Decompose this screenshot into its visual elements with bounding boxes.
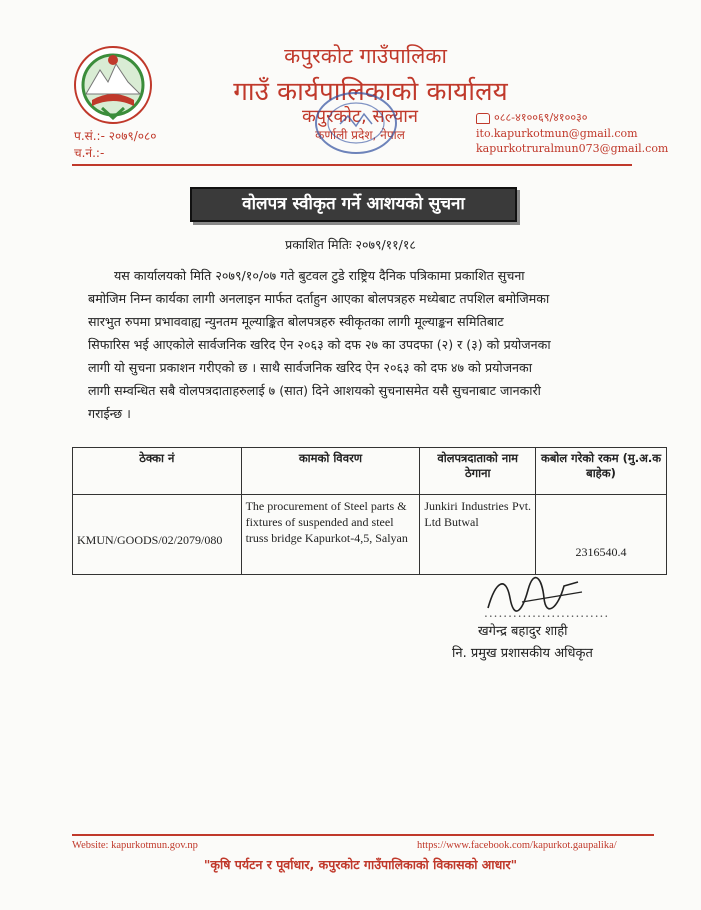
email-secondary[interactable]: kapurkotruralmun073@gmail.com [476, 142, 669, 155]
header-amount: कबोल गरेको रकम (मु.अ.क बाहेक) [536, 448, 667, 495]
header-contract-no: ठेक्का नं [73, 448, 242, 495]
bid-table [72, 447, 667, 575]
office-name: गाउँ कार्यपालिकाको कार्यालय [233, 77, 508, 107]
reference-number: प.सं.:- २०७९/०८० [74, 129, 157, 143]
notice-body [88, 264, 644, 425]
facebook-link[interactable]: https://www.facebook.com/kapurkot.gaupalika/ [417, 840, 617, 851]
footer-slogan: "कृषि पर्यटन र पूर्वाधार, कपुरकोट गाउँपालिकाको विकासको आधार" [203, 857, 518, 872]
office-seal-icon [296, 88, 416, 158]
body-line: गराईन्छ । [88, 406, 131, 421]
body-line: सिफारिस भई आएकोले सार्वजनिक खरिद ऐन २०६३ को दफ २७ का उपदफा (२) र (३) को प्रयोजनका [88, 337, 551, 352]
phone-line [476, 110, 587, 125]
province-line: कर्णाली प्रदेश, नेपाल [315, 128, 405, 142]
bidder-name: Junkiri Industries Pvt. Ltd Butwal [420, 495, 536, 575]
body-line: यस कार्यालयको मिति २०७९/१०/०७ गते बुटवल टुडे राष्ट्रिय दैनिक पत्रिकामा प्रकाशित सुचना [114, 268, 525, 283]
office-location: कपुरकोट, सल्यान [302, 106, 418, 127]
header-divider [72, 164, 632, 166]
email-primary[interactable]: ito.kapurkotmun@gmail.com [476, 127, 638, 140]
dispatch-number: च.नं.:- [74, 146, 105, 160]
table-header-row [73, 448, 667, 495]
body-line: बमोजिम निम्न कार्यका लागी अनलाइन मार्फत दर्ताहुन आएका बोलपत्रहरु मध्येबाट तपशिल बमोजिमका [88, 291, 550, 306]
footer-divider [72, 834, 654, 836]
signature-line: .......................... [484, 606, 610, 620]
contract-number: KMUN/GOODS/02/2079/080 [73, 495, 242, 575]
bid-amount: 2316540.4 [536, 495, 667, 575]
table-row [73, 495, 667, 575]
work-description: The procurement of Steel parts & fixtures of suspended and steel truss bridge Kapurkot-4,5, Salyan [241, 495, 420, 575]
signatory-name: खगेन्द्र बहादुर शाही [478, 624, 568, 639]
body-line: लागी यो सुचना प्रकाशन गरीएको छ । साथै सार्वजनिक खरिद ऐन २०६३ को दफ ४७ को प्रयोजनका [88, 360, 532, 375]
website-link[interactable]: Website: kapurkotmun.gov.np [72, 840, 198, 851]
municipality-name: कपुरकोट गाउँपालिका [284, 44, 447, 68]
body-line: लागी सम्वन्धित सबै वोलपत्रदाताहरुलाई ७ (सात) दिने आशयको सुचनासमेत यसै सुचनाबाट जानकारी [88, 383, 541, 398]
published-date: प्रकाशित मितिः २०७९/११/१८ [285, 237, 416, 252]
phone-number: ०८८-४१००६९/४१००३० [494, 111, 588, 124]
signatory-title: नि. प्रमुख प्रशासकीय अधिकृत [452, 646, 593, 661]
notice-title: वोलपत्र स्वीकृत गर्ने आशयको सुचना [190, 187, 517, 222]
body-line: सारभुत रुपमा प्रभाववाह्य न्युनतम मूल्याङ्कित बोलपत्रहरु स्वीकृतका लागी मूल्याङ्कन समितिबाट [88, 314, 504, 329]
header-bidder: वोलपत्रदाताको नाम ठेगाना [420, 448, 536, 495]
phone-icon [476, 113, 490, 124]
header-description: कामको विवरण [241, 448, 420, 495]
